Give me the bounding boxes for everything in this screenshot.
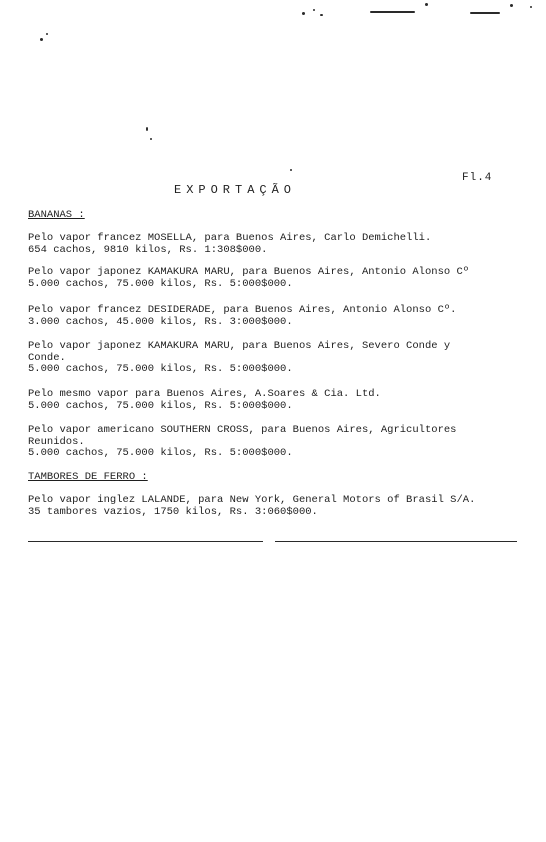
entry-line: 5.000 cachos, 75.000 kilos, Rs. 5:000$000. [28,399,293,412]
section-heading-bananas: BANANAS : [28,209,85,221]
entry-line: Pelo vapor francez MOSELLA, para Buenos Aires, Carlo Demichelli. [28,232,432,244]
scan-speck [370,11,415,13]
entry-line: Reunidos. [28,435,85,448]
scan-speck [313,9,315,11]
entry-line: Pelo vapor francez DESIDERADE, para Buenos Aires, Antonio Alonso Cº. [28,304,457,316]
entry-line: 654 cachos, 9810 kilos, Rs. 1:308$000. [28,243,268,256]
section-heading-tambores: TAMBORES DE FERRO : [28,471,148,483]
scan-speck [46,33,48,35]
page-number: Fl.4 [462,172,493,184]
export-entry [28,233,518,256]
entry-line: 5.000 cachos, 75.000 kilos, Rs. 5:000$000. [28,363,293,375]
scan-speck [146,127,148,131]
export-entry [28,305,518,328]
entry-line: Pelo vapor japonez KAMAKURA MARU, para Buenos Aires, Severo Conde y [28,340,451,352]
scan-speck [510,4,513,7]
entry-line: Pelo vapor japonez KAMAKURA MARU, para Buenos Aires, Antonio Alonso Cº [28,266,470,278]
export-entry [28,267,518,290]
scan-speck [530,6,532,8]
entry-line: Pelo mesmo vapor para Buenos Aires, A.Soares & Cia. Ltd. [28,388,381,400]
scan-speck [320,14,323,16]
scan-speck [150,138,152,140]
entry-line: 5.000 cachos, 75.000 kilos, Rs. 5:000$000. [28,447,293,459]
scan-speck [425,3,428,6]
entry-line: Conde. [28,351,66,364]
entry-line: 5.000 cachos, 75.000 kilos, Rs. 5:000$000. [28,277,293,290]
scan-speck [470,12,500,14]
entry-line: Pelo vapor americano SOUTHERN CROSS, para Buenos Aires, Agricultores [28,424,457,436]
export-entry [28,495,518,518]
entry-line: Pelo vapor inglez LALANDE, para New York, General Motors of Brasil S/A. [28,494,476,506]
entry-line: 35 tambores vazios, 1750 kilos, Rs. 3:060$000. [28,505,318,518]
entry-line: 3.000 cachos, 45.000 kilos, Rs. 3:000$000. [28,315,293,328]
export-entry [28,425,518,460]
scan-speck [290,169,292,171]
export-entry [28,389,518,412]
scan-speck [40,38,43,41]
scan-speck [302,12,305,15]
closing-rule [275,541,517,542]
export-entry [28,341,518,376]
closing-rule [28,541,263,542]
document-title: EXPORTAÇÃO [174,183,297,197]
